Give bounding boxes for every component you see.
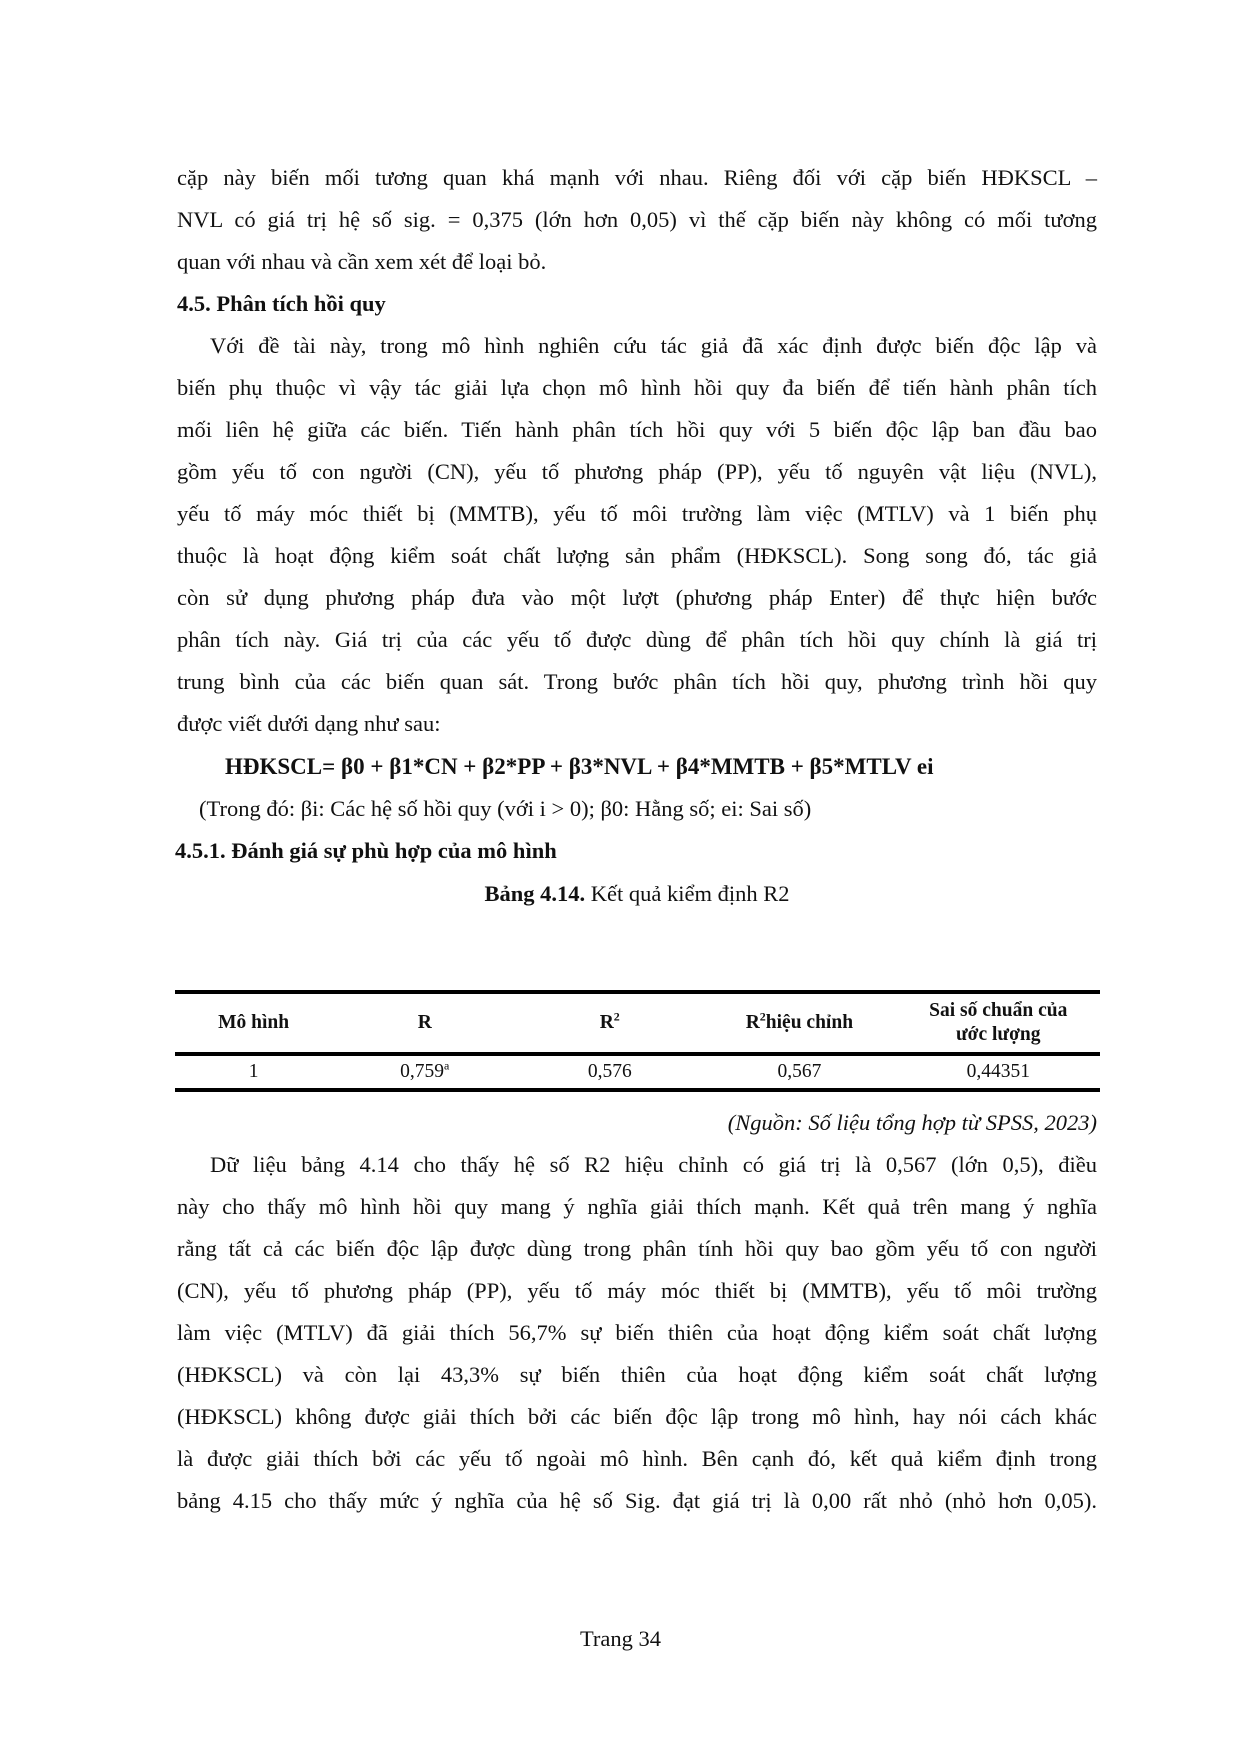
header-std-error: Sai số chuẩn của ước lượng bbox=[897, 992, 1101, 1054]
formula-note: (Trong đó: βi: Các hệ số hồi quy (với i > 0); β0: Hằng số; ei: Sai số) bbox=[199, 796, 812, 821]
paragraph-line: (CN), yếu tố phương pháp (PP), yếu tố máy móc thiết bị (MMTB), yếu tố môi trường bbox=[177, 1278, 1097, 1303]
table-caption-number: Bảng 4.14. bbox=[484, 881, 586, 906]
table-caption bbox=[177, 879, 1097, 909]
header-adjusted-r2: $R^2hiệu$ chỉnh bbox=[702, 992, 896, 1054]
header-r: R bbox=[332, 992, 517, 1054]
paragraph-line: phân tích này. Giá trị của các yếu tố được dùng để phân tích hồi quy chính là giá trị bbox=[177, 627, 1097, 652]
paragraph-line: còn sử dụng phương pháp đưa vào một lượt (phương pháp Enter) để thực hiện bước bbox=[177, 585, 1097, 610]
paragraph-line: cặp này biến mối tương quan khá mạnh với nhau. Riêng đối với cặp biến HĐKSCL – bbox=[177, 165, 1097, 190]
paragraph-line: được viết dưới dạng như sau: bbox=[177, 711, 441, 736]
paragraph-line: trung bình của các biến quan sát. Trong bước phân tích hồi quy, phương trình hồi quy bbox=[177, 669, 1097, 694]
paragraph-line: là được giải thích bởi các yếu tố ngoài mô hình. Bên cạnh đó, kết quả kiểm định trong bbox=[177, 1446, 1097, 1471]
paragraph-line: Dữ liệu bảng 4.14 cho thấy hệ số R2 hiệu chỉnh có giá trị là 0,567 (lớn 0,5), điều bbox=[210, 1152, 1097, 1177]
paragraph-line: biến phụ thuộc vì vậy tác giải lựa chọn mô hình hồi quy đa biến để tiến hành phân tích bbox=[177, 375, 1097, 400]
table-source: (Nguồn: Số liệu tổng hợp từ SPSS, 2023) bbox=[727, 1110, 1097, 1135]
table-row bbox=[175, 1054, 1100, 1090]
paragraph-line: quan với nhau và cần xem xét để loại bỏ. bbox=[177, 249, 547, 274]
header-model: Mô hình bbox=[175, 992, 332, 1054]
header-r2: $R^2$ bbox=[517, 992, 702, 1054]
paragraph-line: Với đề tài này, trong mô hình nghiên cứu tác giả đã xác định được biến độc lập và bbox=[210, 333, 1097, 358]
paragraph-line: (HĐKSCL) và còn lại 43,3% sự biến thiên của hoạt động kiểm soát chất lượng bbox=[177, 1362, 1097, 1387]
cell-adjusted-r2: 0,567 bbox=[702, 1054, 896, 1090]
section-heading: 4.5. Phân tích hồi quy bbox=[177, 291, 386, 316]
cell-std-error: 0,44351 bbox=[897, 1054, 1101, 1090]
paragraph-line: gồm yếu tố con người (CN), yếu tố phương pháp (PP), yếu tố nguyên vật liệu (NVL), bbox=[177, 459, 1097, 484]
paragraph-line: rằng tất cả các biến độc lập được dùng trong phân tính hồi quy bao gồm yếu tố con người bbox=[177, 1236, 1097, 1261]
paragraph-line: bảng 4.15 cho thấy mức ý nghĩa của hệ số Sig. đạt giá trị là 0,00 rất nhỏ (nhỏ hơn 0,05). bbox=[177, 1488, 1097, 1513]
table-header-row bbox=[175, 992, 1100, 1054]
paragraph-line: làm việc (MTLV) đã giải thích 56,7% sự biến thiên của hoạt động kiểm soát chất lượng bbox=[177, 1320, 1097, 1345]
page-number: Trang 34 bbox=[579, 1626, 662, 1651]
regression-formula: HĐKSCL= β0 + β1*CN + β2*PP + β3*NVL + β4*MMTB + β5*MTLV ei bbox=[225, 754, 934, 779]
paragraph-line: thuộc là hoạt động kiểm soát chất lượng sản phẩm (HĐKSCL). Song song đó, tác giả bbox=[177, 543, 1097, 568]
table-caption-title: Kết quả kiểm định R2 bbox=[585, 881, 790, 906]
r2-results-table bbox=[175, 990, 1100, 1092]
paragraph-line: mối liên hệ giữa các biến. Tiến hành phân tích hồi quy với 5 biến độc lập ban đầu bao bbox=[177, 417, 1097, 442]
cell-model: 1 bbox=[175, 1054, 332, 1090]
paragraph-line: (HĐKSCL) không được giải thích bởi các biến độc lập trong mô hình, hay nói cách khác bbox=[177, 1404, 1097, 1429]
paragraph-line: này cho thấy mô hình hồi quy mang ý nghĩa giải thích mạnh. Kết quả trên mang ý nghĩa bbox=[177, 1194, 1097, 1219]
paragraph-line: yếu tố máy móc thiết bị (MMTB), yếu tố môi trường làm việc (MTLV) và 1 biến phụ bbox=[177, 501, 1097, 526]
subsection-heading: 4.5.1. Đánh giá sự phù hợp của mô hình bbox=[175, 838, 557, 863]
cell-r: 0,759$^a$ bbox=[332, 1054, 517, 1090]
paragraph-line: NVL có giá trị hệ số sig. = 0,375 (lớn hơn 0,05) vì thế cặp biến này không có mối tương bbox=[177, 207, 1097, 232]
cell-r2: 0,576 bbox=[517, 1054, 702, 1090]
